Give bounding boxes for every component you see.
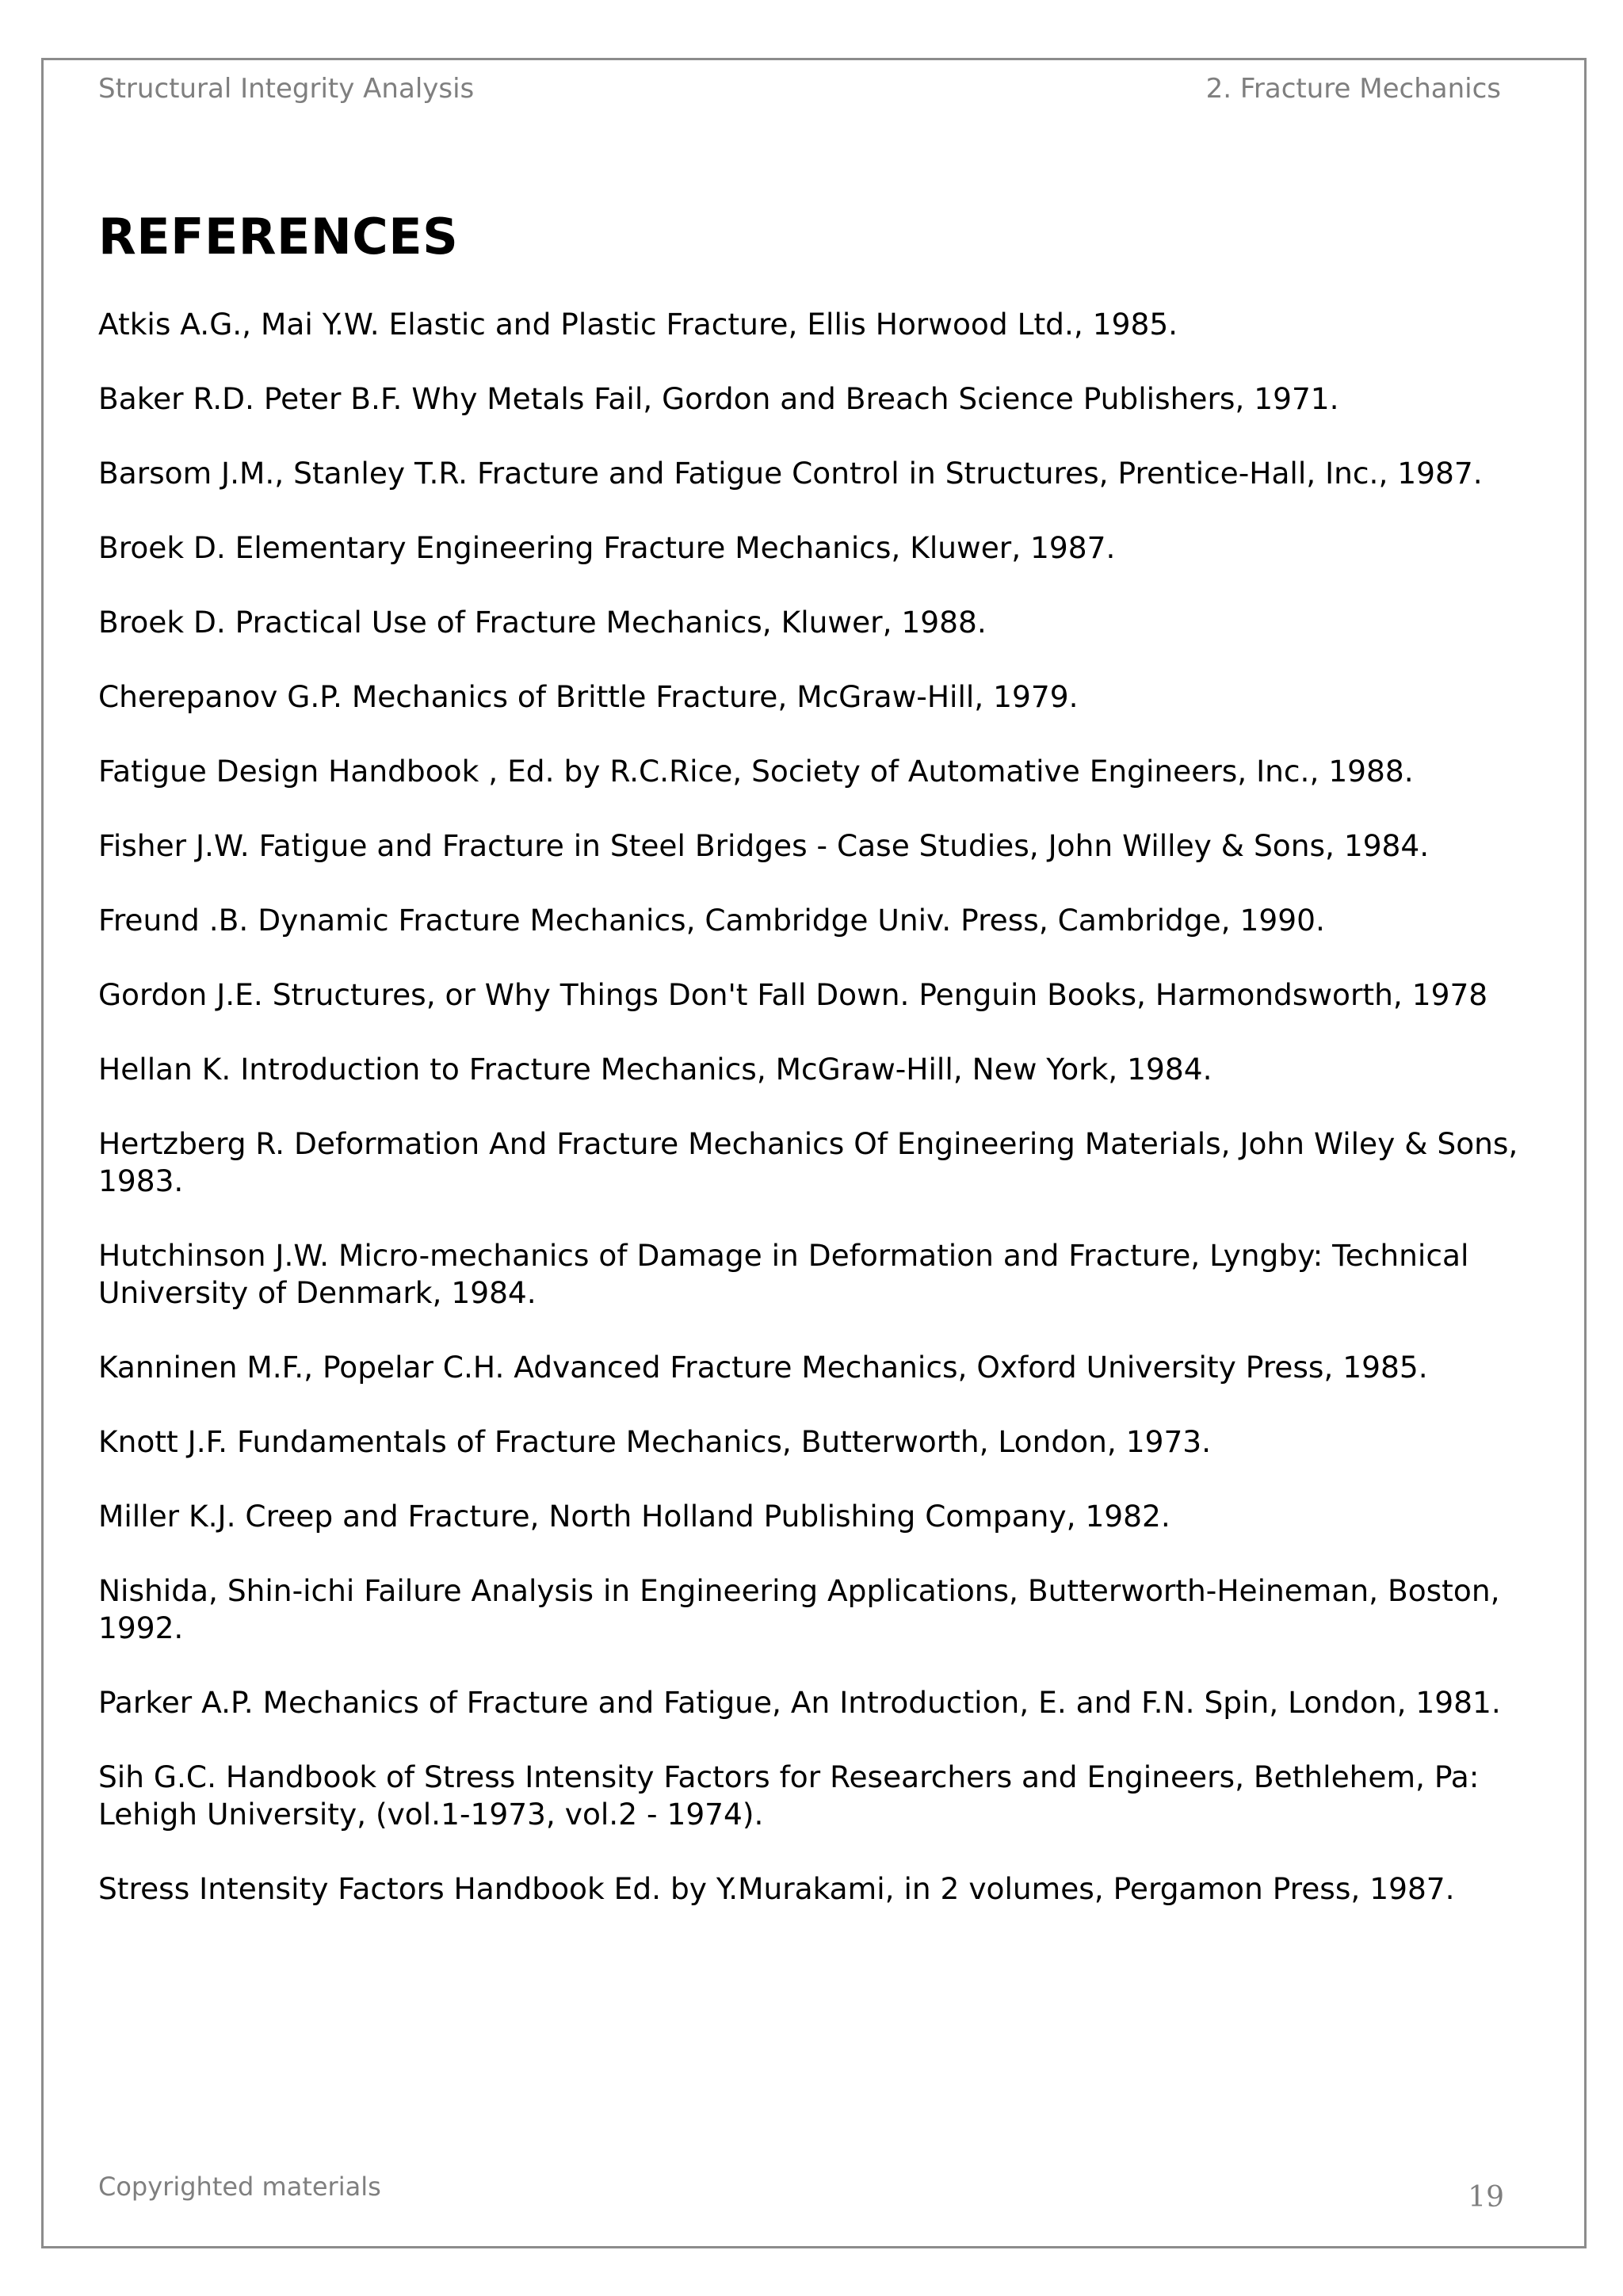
running-header-chapter: 2. Fracture Mechanics <box>1205 73 1501 105</box>
reference-item: Hertzberg R. Deformation And Fracture Mechanics Of Engineering Materials, John Wiley & Sons, 1983. <box>98 1126 1518 1198</box>
reference-item: Sih G.C. Handbook of Stress Intensity Factors for Researchers and Engineers, Bethlehem, Pa: Lehigh University, (vol.1-1973, vol.2 - 1974). <box>98 1759 1480 1832</box>
reference-item: Hellan K. Introduction to Fracture Mechanics, McGraw-Hill, New York, 1984. <box>98 1052 1212 1087</box>
running-header-title: Structural Integrity Analysis <box>98 73 475 105</box>
reference-item: Baker R.D. Peter B.F. Why Metals Fail, Gordon and Breach Science Publishers, 1971. <box>98 381 1339 416</box>
reference-item: Nishida, Shin-ichi Failure Analysis in Engineering Applications, Butterworth-Heineman, Boston, 1992. <box>98 1573 1500 1645</box>
reference-item: Atkis A.G., Mai Y.W. Elastic and Plastic Fracture, Ellis Horwood Ltd., 1985. <box>98 307 1178 342</box>
reference-item: Fatigue Design Handbook , Ed. by R.C.Rice, Society of Automative Engineers, Inc., 1988. <box>98 754 1414 789</box>
reference-list <box>98 306 1533 1945</box>
page-number: 19 <box>1468 2181 1504 2214</box>
reference-item: Freund .B. Dynamic Fracture Mechanics, Cambridge Univ. Press, Cambridge, 1990. <box>98 903 1325 938</box>
reference-item: Gordon J.E. Structures, or Why Things Don't Fall Down. Penguin Books, Harmondsworth, 1978 <box>98 977 1488 1012</box>
reference-item: Hutchinson J.W. Micro-mechanics of Damage in Deformation and Fracture, Lyngby: Technical University of Denmark, 1984. <box>98 1238 1469 1310</box>
reference-item: Parker A.P. Mechanics of Fracture and Fatigue, An Introduction, E. and F.N. Spin, London, 1981. <box>98 1685 1501 1720</box>
reference-item: Stress Intensity Factors Handbook Ed. by Y.Murakami, in 2 volumes, Pergamon Press, 1987. <box>98 1871 1455 1906</box>
reference-item: Fisher J.W. Fatigue and Fracture in Steel Bridges - Case Studies, John Willey & Sons, 1984. <box>98 828 1430 863</box>
reference-item: Miller K.J. Creep and Fracture, North Holland Publishing Company, 1982. <box>98 1499 1170 1534</box>
reference-item: Broek D. Elementary Engineering Fracture Mechanics, Kluwer, 1987. <box>98 530 1116 565</box>
reference-item: Cherepanov G.P. Mechanics of Brittle Fracture, McGraw-Hill, 1979. <box>98 679 1079 714</box>
reference-item: Kanninen M.F., Popelar C.H. Advanced Fracture Mechanics, Oxford University Press, 1985. <box>98 1350 1428 1385</box>
reference-item: Barsom J.M., Stanley T.R. Fracture and Fatigue Control in Structures, Prentice-Hall, Inc., 1987. <box>98 456 1483 491</box>
footer-copyright: Copyrighted materials <box>98 2172 381 2202</box>
reference-item: Broek D. Practical Use of Fracture Mechanics, Kluwer, 1988. <box>98 605 987 640</box>
reference-item: Knott J.F. Fundamentals of Fracture Mechanics, Butterworth, London, 1973. <box>98 1424 1212 1459</box>
page-title: REFERENCES <box>98 208 459 266</box>
